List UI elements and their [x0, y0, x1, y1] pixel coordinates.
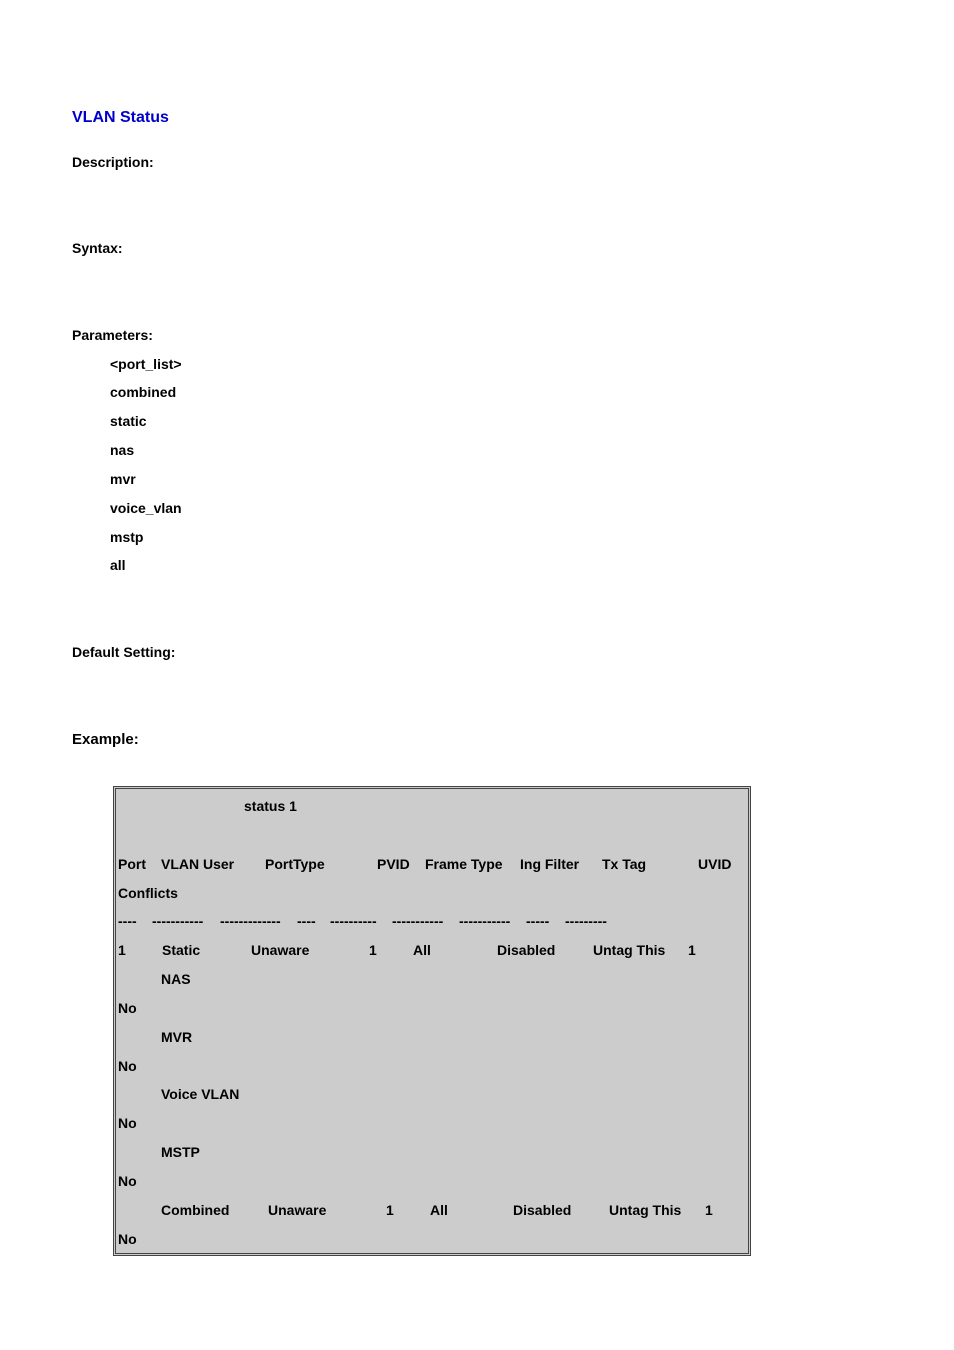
column-header-vlan-user: VLAN User — [161, 856, 235, 872]
cell-conflicts: No — [118, 1115, 137, 1131]
cell-uvid: 1 — [688, 942, 696, 958]
example-output-box — [113, 786, 751, 1256]
cell-conflicts: No — [118, 1058, 137, 1074]
description-heading: Description: — [72, 154, 154, 170]
cell-frame-type: All — [413, 942, 431, 958]
cell-vlan-user: MSTP — [161, 1144, 200, 1160]
cell-conflicts: No — [118, 1173, 137, 1189]
cell-pvid: 1 — [369, 942, 377, 958]
separator: ------------- — [220, 913, 281, 929]
cell-vlan-user: Combined — [161, 1202, 230, 1218]
separator: ----------- — [392, 913, 444, 929]
cell-tx-tag: Untag This — [609, 1202, 682, 1218]
parameter-item: <port_list> — [110, 356, 182, 372]
column-header-pvid: PVID — [377, 856, 410, 872]
cell-port-type: Unaware — [268, 1202, 327, 1218]
separator: ----------- — [152, 913, 204, 929]
cell-vlan-user: MVR — [161, 1029, 193, 1045]
cell-tx-tag: Untag This — [593, 942, 666, 958]
separator: ---- — [118, 913, 137, 929]
cell-port: 1 — [118, 942, 126, 958]
cell-conflicts: No — [118, 1231, 137, 1247]
default-setting-heading: Default Setting: — [72, 644, 176, 660]
page-title: VLAN Status — [72, 109, 169, 126]
separator: ---- — [297, 913, 316, 929]
column-header-conflicts: Conflicts — [118, 885, 178, 901]
column-header-port: Port — [118, 856, 146, 872]
cell-conflicts: No — [118, 1000, 137, 1016]
example-command: status 1 — [244, 798, 297, 814]
column-header-tx-tag: Tx Tag — [602, 856, 647, 872]
parameter-item: all — [110, 557, 126, 573]
column-header-frame-type: Frame Type — [425, 856, 503, 872]
parameter-item: combined — [110, 384, 177, 400]
cell-vlan-user: NAS — [161, 971, 191, 987]
cell-vlan-user: Voice VLAN — [161, 1086, 240, 1102]
parameter-item: static — [110, 413, 147, 429]
cell-ing-filter: Disabled — [497, 942, 556, 958]
separator: ----------- — [459, 913, 511, 929]
separator: --------- — [565, 913, 607, 929]
column-header-port-type: PortType — [265, 856, 325, 872]
syntax-heading: Syntax: — [72, 240, 123, 256]
parameter-item: nas — [110, 442, 135, 458]
parameter-item: voice_vlan — [110, 500, 182, 516]
example-heading: Example: — [72, 731, 139, 748]
cell-pvid: 1 — [386, 1202, 394, 1218]
cell-port-type: Unaware — [251, 942, 310, 958]
column-header-uvid: UVID — [698, 856, 732, 872]
parameters-heading: Parameters: — [72, 327, 153, 343]
separator: ----- — [526, 913, 550, 929]
column-header-ing-filter: Ing Filter — [520, 856, 580, 872]
cell-ing-filter: Disabled — [513, 1202, 572, 1218]
cell-frame-type: All — [430, 1202, 448, 1218]
parameter-item: mstp — [110, 529, 144, 545]
parameter-item: mvr — [110, 471, 136, 487]
cell-uvid: 1 — [705, 1202, 713, 1218]
separator: ---------- — [330, 913, 377, 929]
cell-vlan-user: Static — [162, 942, 201, 958]
